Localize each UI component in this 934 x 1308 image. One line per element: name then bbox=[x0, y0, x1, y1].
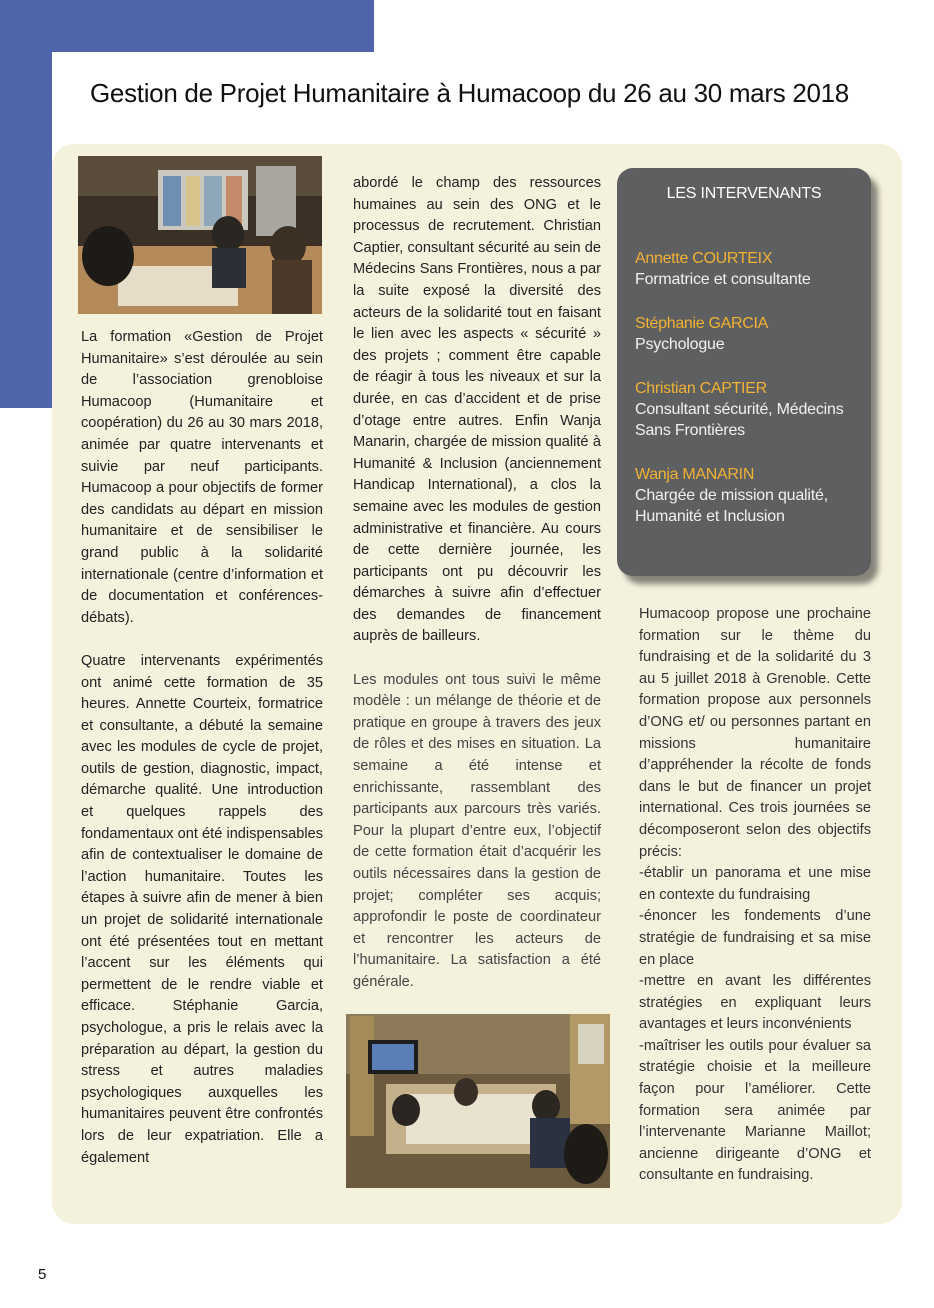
column-2-paragraph-1: abordé le champ des ressources humaines au sein des ONG et le processus de recrutement. Christian Captier, consultant sécurité au sein de Médecins Sans Frontières, nous a par la suite exposé la diversité des acteurs de la solidarité tout en faisant le lien avec les aspects « sécurité » des projets ; comment être capable de réagir à tous les niveaux et sur la durée, en cas d’accident et de prise d’otage entre autres. Enfin Wanja Manarin, chargée de mission qualité à Humanité & Inclusion (anciennement Handicap International), a clos la semaine avec les modules de gestion administrative et financière. Au cours de cette dernière journée, les participants ont pu découvrir les démarches à suivre afin d’effectuer des demandes de financement auprès de bailleurs. bbox=[353, 175, 601, 645]
column-3-paragraph-1: Humacoop propose une prochaine formation sur le thème du fundraising et de la solidarité du 3 au 5 juillet 2018 à Grenoble. Cette formation propose aux personnels d’ONG et/ ou personnes partant en missions humanitaire d’appréhender la récolte de fonds dans le but de financer un projet international. Ces trois journées se décomposeront selon des objectifs précis: -établir un panorama et une mise en contexte du fundraising -énoncer les fondements d’une stratégie de fundraising et sa mise en place -mettre en avant les différentes stratégies en expliquant leurs avantages et leurs inconvénients -maîtriser les outils pour évaluer sa stratégie choisie et la meilleure façon pour l’améliorer. Cette formation sera animée par l’intervenante Marianne Maillot; ancienne dirigeante d’ONG et consultante en fundraising. bbox=[639, 606, 871, 1184]
intervenant-stephanie-garcia bbox=[635, 313, 863, 355]
training-photo-2 bbox=[346, 1014, 610, 1188]
intervenant-role: Psychologue bbox=[635, 336, 725, 353]
column-2-paragraph-2: Les modules ont tous suivi le même modèle : un mélange de théorie et de pratique en groupe à travers des jeux de rôles et des mises en situation. La semaine a été intense et enrichissante, rassemblant des participants aux parcours très variés. Pour la plupart d’entre eux, l’objectif de cette formation était d’acquérir les outils nécessaires dans la gestion de projet; compléter ses acquis; approfondir le poste de coordinateur et rencontrer les acteurs de l’humanitaire. La satisfaction a été générale. bbox=[353, 671, 601, 990]
page-title: Gestion de Projet Humanitaire à Humacoop du 26 au 30 mars 2018 bbox=[90, 78, 849, 108]
intervenant-role: Formatrice et consultante bbox=[635, 271, 811, 288]
training-photo-1-image bbox=[78, 156, 322, 314]
intervenants-box bbox=[617, 168, 871, 576]
intervenant-christian-captier bbox=[635, 378, 863, 441]
intervenant-annette-courteix bbox=[635, 248, 863, 290]
intervenants-heading: LES INTERVENANTS bbox=[666, 185, 822, 202]
column-3 bbox=[639, 604, 871, 1187]
intervenant-name: Stéphanie GARCIA bbox=[635, 315, 769, 332]
column-2 bbox=[353, 173, 601, 994]
training-photo-2-image bbox=[346, 1014, 610, 1188]
column-1 bbox=[81, 327, 323, 1169]
intervenant-name: Annette COURTEIX bbox=[635, 250, 773, 267]
intervenant-role: Chargée de mission qualité, Humanité et Inclusion bbox=[635, 487, 828, 525]
intervenant-name: Wanja MANARIN bbox=[635, 466, 755, 483]
column-1-paragraph-1: La formation «Gestion de Projet Humanitaire» s’est déroulée au sein de l’association grenobloise Humacoop (Humanitaire et coopération) du 26 au 30 mars 2018, animée par quatre intervenants et suivie par neuf participants. Humacoop a pour objectifs de former des candidats au départ en mission humanitaire et de sensibiliser le grand public à la solidarité internationale (centre d’information et de documentation et conférences-débats). bbox=[81, 329, 323, 626]
intervenant-wanja-manarin bbox=[635, 464, 863, 527]
column-1-paragraph-2: Quatre intervenants expérimentés ont animé cette formation de 35 heures. Annette Courteix, formatrice et consultante, a débuté la semaine avec les modules de cycle de projet, outils de gestion, diagnostic, impact, démarche qualité. Une introduction et quelques rappels des fondamentaux ont été indispensables afin de contextualiser le domaine de l’action humanitaire. Toutes les étapes à suivre afin de mener à bien un projet de solidarité internationale ont été présentées tout en mettant l’accent sur les éléments qui permettent de le rendre viable et efficace. Stéphanie Garcia, psychologue, a pris le relais avec la préparation au départ, la gestion du stress et autres maladies psychologiques auxquelles les humanitaires peuvent être confrontés lors de leur expatriation. Elle a également bbox=[81, 652, 323, 1166]
training-photo-1 bbox=[78, 156, 322, 314]
intervenant-role: Consultant sécurité, Médecins Sans Frontières bbox=[635, 401, 844, 439]
page-number: 5 bbox=[38, 1266, 47, 1283]
intervenant-name: Christian CAPTIER bbox=[635, 380, 767, 397]
